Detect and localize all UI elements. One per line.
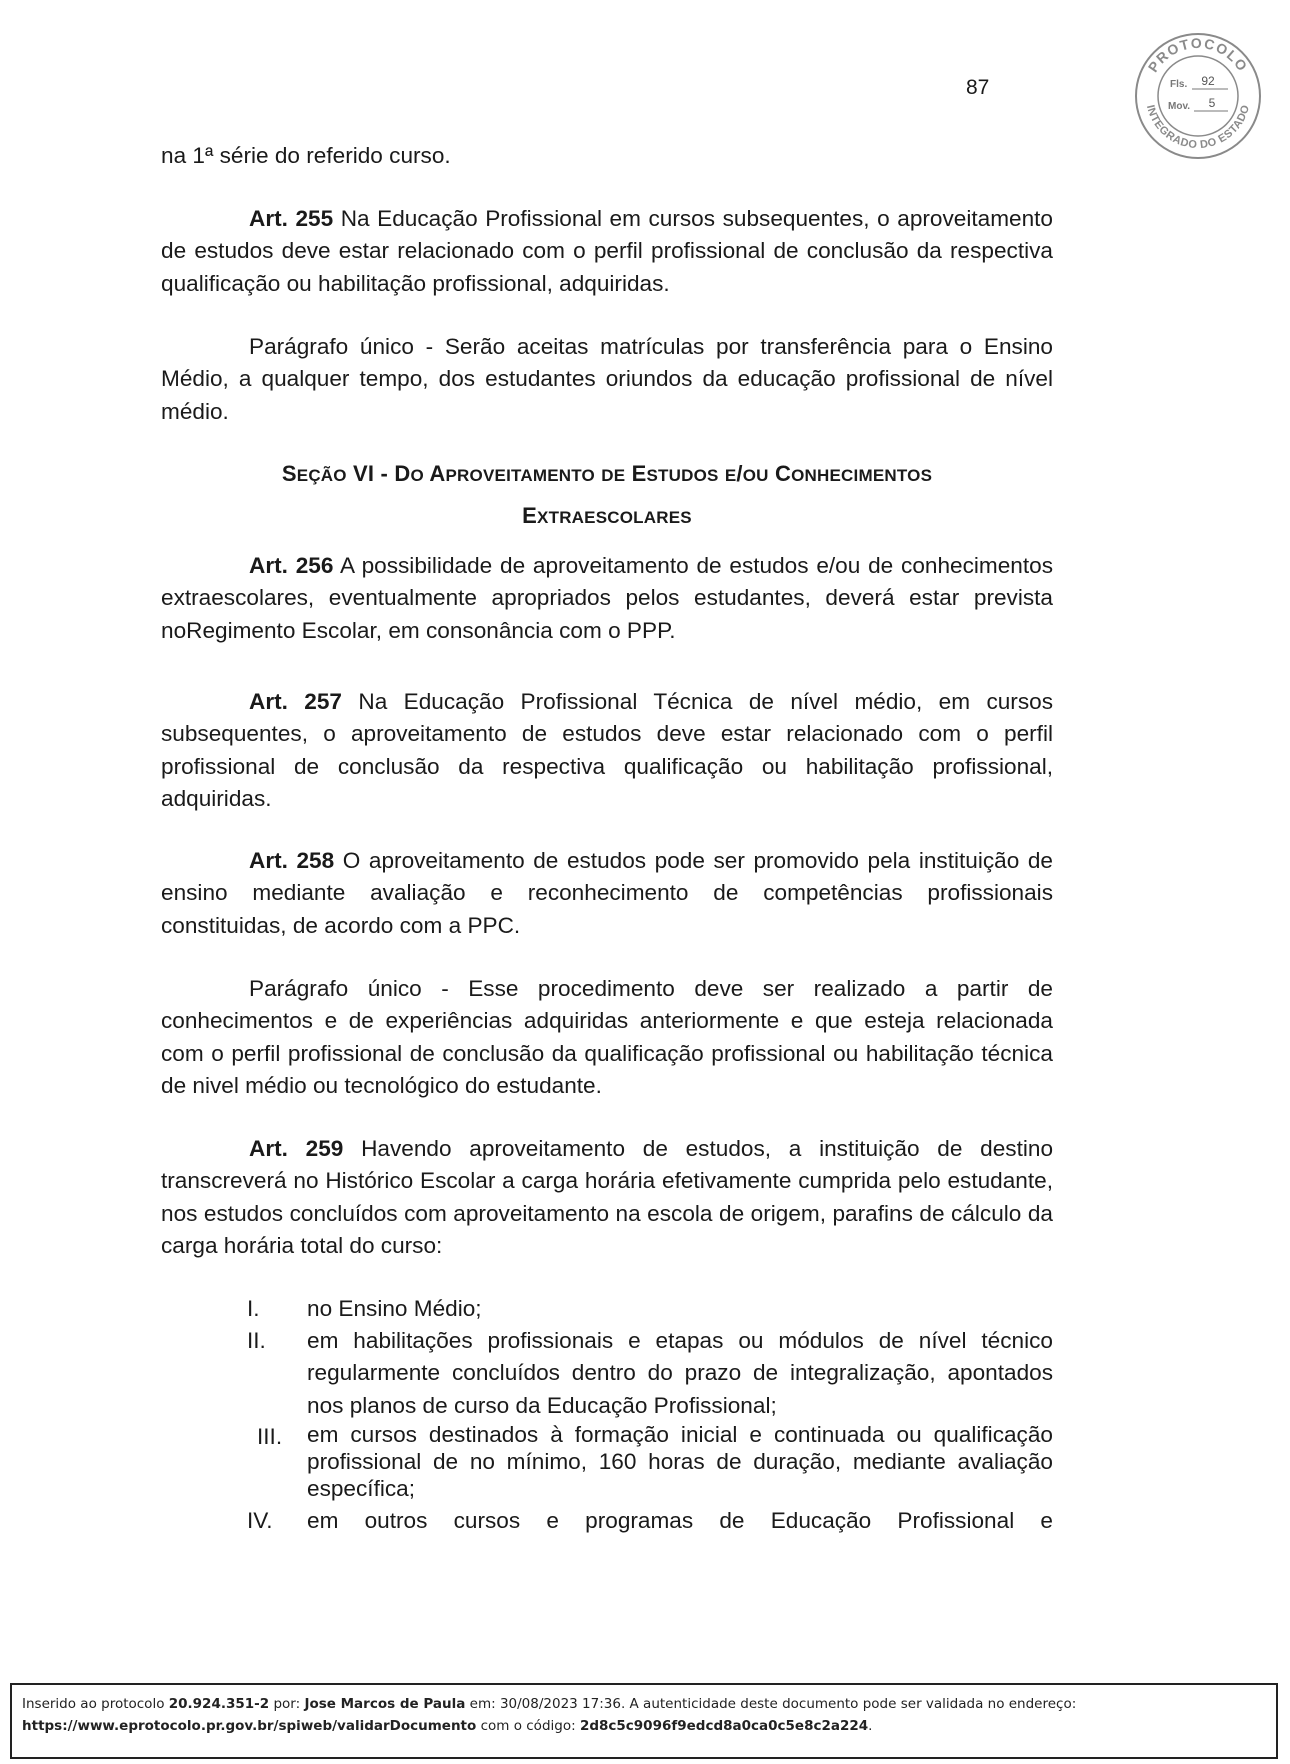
list-item-text: em habilitações profissionais e etapas ou módulos de nível técnico regularmente concluídos dentro do prazo de integralização, apontados nos planos de curso da Educação Profissional; (307, 1328, 1053, 1418)
article-259-text: Havendo aproveitamento de estudos, a instituição de destino transcreverá no Histórico Escolar a carga horária efetivamente cumprida pelo estudante, nos estudos concluídos com aproveitamento na escola de origem, parafins de cálculo da carga horária total do curso: (161, 1136, 1054, 1259)
article-257-label: Art. 257 (249, 689, 342, 714)
section-title-line2: EXTRAESCOLARES (522, 503, 692, 528)
article-259 (161, 1133, 1053, 1263)
list-item-number: II. (247, 1328, 266, 1353)
paragrafo-unico-2: Parágrafo único - Esse procedimento deve ser realizado a partir de conhecimentos e de experiências adquiridas anteriormente e que esteja relacionada com o perfil profissional de conclusão da qualificação profissional ou habilitação técnica de nivel médio ou tecnológico do estudante. (161, 976, 1053, 1099)
article-255 (161, 203, 1053, 300)
footer-text: em: 30/08/2023 17:36. A autenticidade deste documento pode ser validada no endereço: (465, 1696, 1077, 1712)
article-258-text: O aproveitamento de estudos pode ser promovido pela instituição de ensino mediante avaliação e reconhecimento de competências profissionais constituidas, de acordo com a PPC. (161, 848, 1053, 938)
article-256 (161, 550, 1053, 647)
article-258-label: Art. 258 (249, 848, 335, 873)
section-title-line1: SEÇÃO VI - DO APROVEITAMENTO DE ESTUDOS E/OU CONHECIMENTOS (281, 461, 933, 486)
footer-validation-url[interactable]: https://www.eprotocolo.pr.gov.br/spiweb/validarDocumento (22, 1718, 477, 1734)
list-item-number: IV. (247, 1508, 273, 1533)
paragrafo-unico-1: Parágrafo único - Serão aceitas matrículas por transferência para o Ensino Médio, a qualquer tempo, dos estudantes oriundos da educação profissional de nível médio. (161, 334, 1053, 424)
list-item-text: no Ensino Médio; (307, 1296, 482, 1321)
list-item-text: em cursos destinados à formação inicial e continuada ou qualificação profissional de no mínimo, 160 horas de duração, mediante avaliação específica; (307, 1422, 1053, 1501)
page-number: 87 (966, 76, 990, 99)
stamp-fls-value: 92 (1201, 74, 1215, 88)
protocol-stamp (1132, 30, 1264, 162)
paragraph-continuation: na 1ª série do referido curso. (161, 143, 451, 168)
article-255-label: Art. 255 (249, 206, 334, 231)
authenticity-footer (10, 1683, 1278, 1759)
stamp-mov-label: Mov. (1168, 101, 1191, 112)
footer-validation-code: 2d8c5c9096f9edcd8a0ca0c5e8c2a224 (579, 1718, 869, 1734)
list-item-text: em outros cursos e programas de Educação Profissional e (307, 1508, 1053, 1533)
list-item-number: I. (247, 1296, 260, 1321)
article-257-text: Na Educação Profissional Técnica de nível médio, em cursos subsequentes, o aproveitamento de estudos deve estar relacionado com o perfil profissional de conclusão da respectiva qualificação ou habilitação profissional, adquiridas. (161, 689, 1053, 812)
article-256-label: Art. 256 (249, 553, 334, 578)
stamp-bottom-text: INTEGRADO DO ESTADO (1143, 103, 1253, 152)
list-item-number: III. (257, 1424, 283, 1449)
footer-text: . (868, 1718, 873, 1734)
footer-text: por: (269, 1696, 305, 1712)
stamp-top-text: PROTOCOLO (1144, 34, 1252, 75)
article-258 (161, 845, 1053, 942)
article-257 (161, 686, 1053, 816)
footer-author: Jose Marcos de Paula (304, 1696, 466, 1712)
article-256-text: A possibilidade de aproveitamento de estudos e/ou de conhecimentos extraescolares, eventualmente apropriados pelos estudantes, deverá estar prevista noRegimento Escolar, em consonância com o PPP. (161, 553, 1053, 643)
article-255-text: Na Educação Profissional em cursos subsequentes, o aproveitamento de estudos deve estar relacionado com o perfil profissional de conclusão da respectiva qualificação ou habilitação profissional, adquiridas. (161, 206, 1053, 296)
stamp-mov-value: 5 (1208, 96, 1216, 110)
footer-protocol-number: 20.924.351-2 (168, 1696, 270, 1712)
footer-text: com o código: (476, 1718, 580, 1734)
svg-text:PROTOCOLO (1145, 35, 1252, 75)
footer-text: Inserido ao protocolo (22, 1696, 169, 1712)
article-259-label: Art. 259 (249, 1136, 344, 1161)
stamp-fls-label: Fls. (1170, 79, 1188, 90)
